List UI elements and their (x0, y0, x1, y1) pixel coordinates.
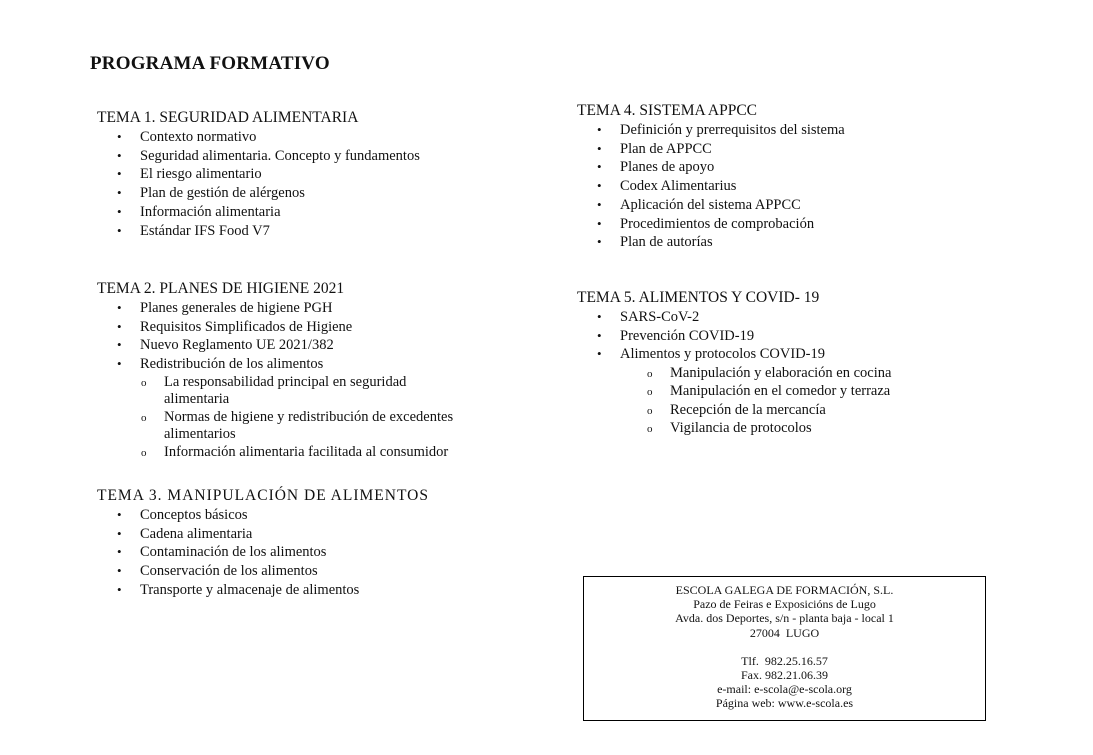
list-item-text: Estándar IFS Food V7 (140, 222, 270, 239)
phone-number: Tlf. 982.25.16.57 (741, 653, 828, 668)
list-item-text: Transporte y almacenaje de alimentos (140, 581, 360, 598)
list-item-text: Aplicación del sistema APPCC (620, 196, 801, 213)
list-item (97, 184, 420, 203)
tema-5-title: TEMA 5. ALIMENTOS Y COVID- 19 (577, 289, 820, 306)
list-item (97, 128, 420, 147)
bullet-icon: • (117, 581, 122, 597)
sub-list-item-text: Recepción de la mercancía (670, 401, 826, 418)
list-item (97, 165, 420, 184)
tema-1-section (97, 108, 420, 240)
tema-2-list (97, 299, 467, 374)
bullet-icon: • (117, 203, 122, 219)
list-item-text: El riesgo alimentario (140, 166, 262, 183)
tema-5-sublist (577, 364, 891, 437)
list-item (97, 506, 429, 525)
list-item (577, 158, 845, 177)
list-item-text: Codex Alimentarius (620, 178, 737, 195)
bullet-icon: • (117, 507, 122, 522)
list-item-text: Plan de APPCC (620, 140, 712, 157)
document-title: PROGRAMA FORMATIVO (90, 53, 330, 74)
bullet-icon: • (117, 222, 122, 238)
bullet-icon: • (117, 318, 122, 334)
city-postcode: 27004 LUGO (749, 625, 820, 640)
sub-list-item-text: Información alimentaria facilitada al consumidor (164, 443, 449, 460)
circle-bullet-icon: o (647, 386, 653, 399)
bullet-icon: • (117, 147, 122, 163)
tema-2-sublist (97, 374, 467, 462)
sub-list-item (577, 419, 891, 437)
contact-box (583, 576, 986, 721)
bullet-icon: • (597, 346, 602, 362)
list-item (97, 562, 429, 581)
sub-list-item-text: Vigilancia de protocolos (670, 420, 812, 436)
list-item-text: Plan de autorías (620, 234, 713, 251)
sub-list-item (577, 382, 891, 400)
list-item (97, 355, 467, 374)
tema-4-title: TEMA 4. SISTEMA APPCC (577, 102, 758, 119)
circle-bullet-icon: o (141, 446, 147, 459)
tema-2-title: TEMA 2. PLANES DE HIGIENE 2021 (97, 280, 345, 297)
bullet-icon: • (597, 309, 602, 324)
tema-2-section (97, 279, 467, 461)
tema-4-section (577, 101, 845, 252)
list-item-text: Conceptos básicos (140, 507, 248, 523)
list-item (577, 215, 845, 234)
list-item (577, 308, 891, 327)
tema-1-list (97, 128, 420, 240)
sub-list-item-text: La responsabilidad principal en seguridad alimentaria (164, 373, 407, 408)
list-item-text: Conservación de los alimentos (140, 563, 318, 580)
sub-list-item-text: Normas de higiene y redistribución de excedentes alimentarios (164, 408, 454, 443)
bullet-icon: • (117, 129, 122, 144)
list-item-text: Requisitos Simplificados de Higiene (140, 318, 353, 335)
circle-bullet-icon: o (647, 368, 653, 381)
bullet-icon: • (117, 166, 122, 182)
list-item-text: Contaminación de los alimentos (140, 544, 327, 561)
list-item-text: Prevención COVID-19 (620, 327, 755, 344)
bullet-icon: • (597, 196, 602, 212)
list-item (97, 336, 467, 355)
tema-4-list (577, 121, 845, 252)
list-item-text: Redistribución de los alimentos (140, 356, 324, 373)
list-item-text: Seguridad alimentaria. Concepto y fundamentos (140, 147, 420, 164)
street-address: Avda. dos Deportes, s/n - planta baja - local 1 (675, 611, 894, 626)
list-item-text: Planes generales de higiene PGH (140, 300, 333, 316)
tema-3-list (97, 506, 429, 600)
list-item (97, 203, 420, 222)
sub-list-item (97, 409, 467, 444)
list-item (97, 543, 429, 562)
tema-3-section (97, 486, 429, 600)
sub-list-item (577, 401, 891, 419)
sub-list-item (577, 364, 891, 382)
bullet-icon: • (597, 159, 602, 175)
list-item-text: Cadena alimentaria (140, 525, 253, 542)
website-url[interactable]: Página web: www.e-scola.es (715, 696, 854, 711)
list-item-text: Definición y prerrequisitos del sistema (620, 122, 845, 138)
list-item (97, 318, 467, 337)
sub-list-item (97, 374, 467, 409)
list-item (577, 196, 845, 215)
tema-3-title: TEMA 3. MANIPULACIÓN DE ALIMENTOS (97, 487, 429, 504)
bullet-icon: • (117, 300, 122, 315)
bullet-icon: • (597, 140, 602, 156)
list-item (97, 299, 467, 318)
venue-name: Pazo de Feiras e Exposicións de Lugo (693, 597, 876, 612)
sub-list-item (97, 444, 467, 462)
list-item (577, 327, 891, 346)
company-name: ESCOLA GALEGA DE FORMACIÓN, S.L. (675, 583, 894, 597)
bullet-icon: • (597, 122, 602, 137)
list-item-text: Nuevo Reglamento UE 2021/382 (140, 337, 334, 354)
bullet-icon: • (597, 178, 602, 194)
bullet-icon: • (597, 234, 602, 250)
circle-bullet-icon: o (141, 411, 147, 424)
list-item (577, 121, 845, 140)
fax-number: Fax. 982.21.06.39 (741, 668, 828, 683)
bullet-icon: • (117, 337, 122, 353)
list-item-text: Procedimientos de comprobación (620, 215, 815, 232)
list-item (97, 525, 429, 544)
list-item (577, 345, 891, 364)
list-item-text: Plan de gestión de alérgenos (140, 185, 305, 202)
bullet-icon: • (117, 356, 122, 372)
list-item-text: Alimentos y protocolos COVID-19 (620, 346, 825, 363)
circle-bullet-icon: o (141, 376, 147, 389)
list-item (97, 222, 420, 241)
sub-list-item-text: Manipulación y elaboración en cocina (670, 365, 892, 382)
list-item-text: SARS-CoV-2 (620, 309, 700, 325)
list-item-text: Contexto normativo (140, 129, 257, 145)
list-item-text: Información alimentaria (140, 203, 281, 220)
circle-bullet-icon: o (647, 423, 653, 435)
bullet-icon: • (117, 525, 122, 541)
list-item (577, 233, 845, 252)
bullet-icon: • (117, 563, 122, 579)
sub-list-item-text: Manipulación en el comedor y terraza (670, 383, 891, 400)
list-item (97, 581, 429, 600)
list-item (577, 177, 845, 196)
bullet-icon: • (597, 327, 602, 343)
bullet-icon: • (117, 544, 122, 560)
list-item-text: Planes de apoyo (620, 159, 715, 176)
tema-1-title: TEMA 1. SEGURIDAD ALIMENTARIA (97, 109, 359, 126)
circle-bullet-icon: o (647, 404, 653, 417)
bullet-icon: • (597, 215, 602, 231)
email-address[interactable]: e-mail: e-scola@e-scola.org (717, 682, 852, 697)
bullet-icon: • (117, 185, 122, 201)
list-item (577, 140, 845, 159)
list-item (97, 147, 420, 166)
tema-5-section (577, 288, 891, 437)
tema-5-list (577, 308, 891, 364)
spacer (584, 640, 985, 654)
